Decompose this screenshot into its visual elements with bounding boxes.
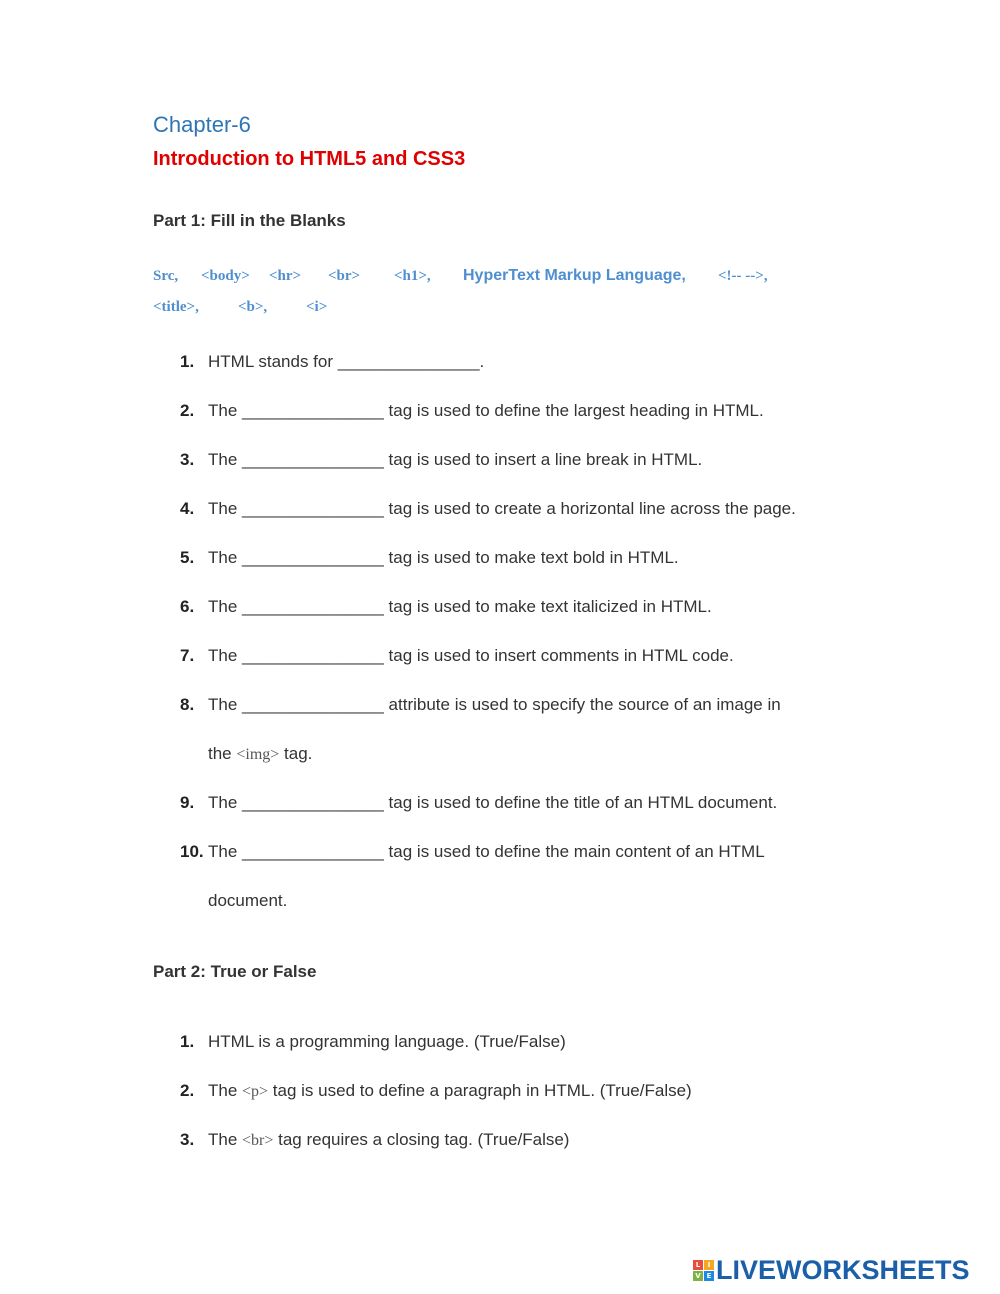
fill-blank-question-10-continued — [180, 891, 287, 911]
question-number: 3. — [180, 1130, 195, 1149]
question-text: The _______________ tag is used to insert comments in HTML code. — [208, 646, 734, 665]
question-number: 2. — [180, 1081, 195, 1100]
fill-blank-question-2 — [180, 401, 764, 421]
part1-heading: Part 1: Fill in the Blanks — [153, 211, 346, 230]
word-bank-item: <i> — [306, 299, 328, 315]
question-number: 9. — [180, 793, 195, 812]
chapter-label: Chapter-6 — [153, 112, 251, 137]
word-bank-item: <!-- -->, — [718, 268, 768, 284]
question-text: The _______________ tag is used to create a horizontal line across the page. — [208, 499, 796, 518]
word-bank-item: Src, — [153, 268, 179, 284]
question-text: The _______________ attribute is used to specify the source of an image in — [208, 695, 781, 714]
part2-heading: Part 2: True or False — [153, 962, 317, 981]
word-bank-line-2 — [153, 299, 853, 330]
question-text: HTML is a programming language. (True/False) — [208, 1032, 566, 1051]
fill-blank-question-4 — [180, 499, 796, 519]
liveworksheets-logo — [693, 1254, 970, 1286]
word-bank-item: <b>, — [238, 299, 268, 315]
question-number: 7. — [180, 646, 195, 665]
word-bank — [153, 268, 853, 330]
question-text-cont: the — [208, 744, 237, 763]
question-text: The — [208, 1081, 243, 1100]
question-number: 10. — [180, 842, 204, 861]
img-tag-text: <img> — [236, 746, 280, 763]
br-tag-text: <br> — [242, 1132, 274, 1149]
question-text: tag is used to define a paragraph in HTML. (True/False) — [268, 1081, 692, 1100]
question-text: tag requires a closing tag. (True/False) — [273, 1130, 570, 1149]
true-false-question-2 — [180, 1081, 692, 1101]
fill-blank-question-9 — [180, 793, 777, 813]
fill-blank-question-5 — [180, 548, 679, 568]
fill-blank-question-3 — [180, 450, 702, 470]
logo-mark-letter: I — [704, 1260, 714, 1270]
question-text: HTML stands for _______________. — [208, 352, 485, 371]
word-bank-item: HyperText Markup Language, — [463, 267, 686, 284]
fill-blank-question-1 — [180, 352, 484, 372]
question-number: 1. — [180, 1032, 195, 1051]
question-text: The _______________ tag is used to insert a line break in HTML. — [208, 450, 703, 469]
word-bank-item: <body> — [201, 268, 250, 284]
fill-blank-question-8-continued — [180, 744, 312, 764]
true-false-question-1 — [180, 1032, 566, 1052]
true-false-question-3 — [180, 1130, 569, 1150]
word-bank-item: <hr> — [269, 268, 302, 284]
question-text: The _______________ tag is used to define the largest heading in HTML. — [208, 401, 764, 420]
question-number: 8. — [180, 695, 195, 714]
question-number: 3. — [180, 450, 195, 469]
word-bank-item: <br> — [328, 268, 361, 284]
logo-text: LIVEWORKSHEETS — [716, 1254, 970, 1285]
page-title: Introduction to HTML5 and CSS3 — [153, 148, 466, 170]
question-text: The _______________ tag is used to make text bold in HTML. — [208, 548, 679, 567]
question-text-cont: tag. — [279, 744, 313, 763]
word-bank-line-1 — [153, 268, 853, 299]
word-bank-item: <title>, — [153, 299, 199, 315]
p-tag-text: <p> — [242, 1083, 269, 1100]
logo-mark-letter: E — [704, 1271, 714, 1281]
fill-blank-question-7 — [180, 646, 734, 666]
question-text: The _______________ tag is used to make text italicized in HTML. — [208, 597, 712, 616]
fill-blank-question-8 — [180, 695, 781, 715]
question-number: 1. — [180, 352, 195, 371]
question-text: The _______________ tag is used to define the main content of an HTML — [208, 842, 765, 861]
fill-blank-question-6 — [180, 597, 712, 617]
question-number: 6. — [180, 597, 195, 616]
question-number: 5. — [180, 548, 195, 567]
question-text: The — [208, 1130, 243, 1149]
question-text-cont: document. — [208, 891, 288, 910]
question-text: The _______________ tag is used to define the title of an HTML document. — [208, 793, 778, 812]
logo-mark-letter: L — [693, 1260, 703, 1270]
fill-blank-question-10 — [180, 842, 765, 862]
logo-mark-icon — [693, 1260, 714, 1281]
word-bank-item: <h1>, — [394, 268, 431, 284]
question-number: 4. — [180, 499, 195, 518]
logo-mark-letter: V — [693, 1271, 703, 1281]
question-number: 2. — [180, 401, 195, 420]
